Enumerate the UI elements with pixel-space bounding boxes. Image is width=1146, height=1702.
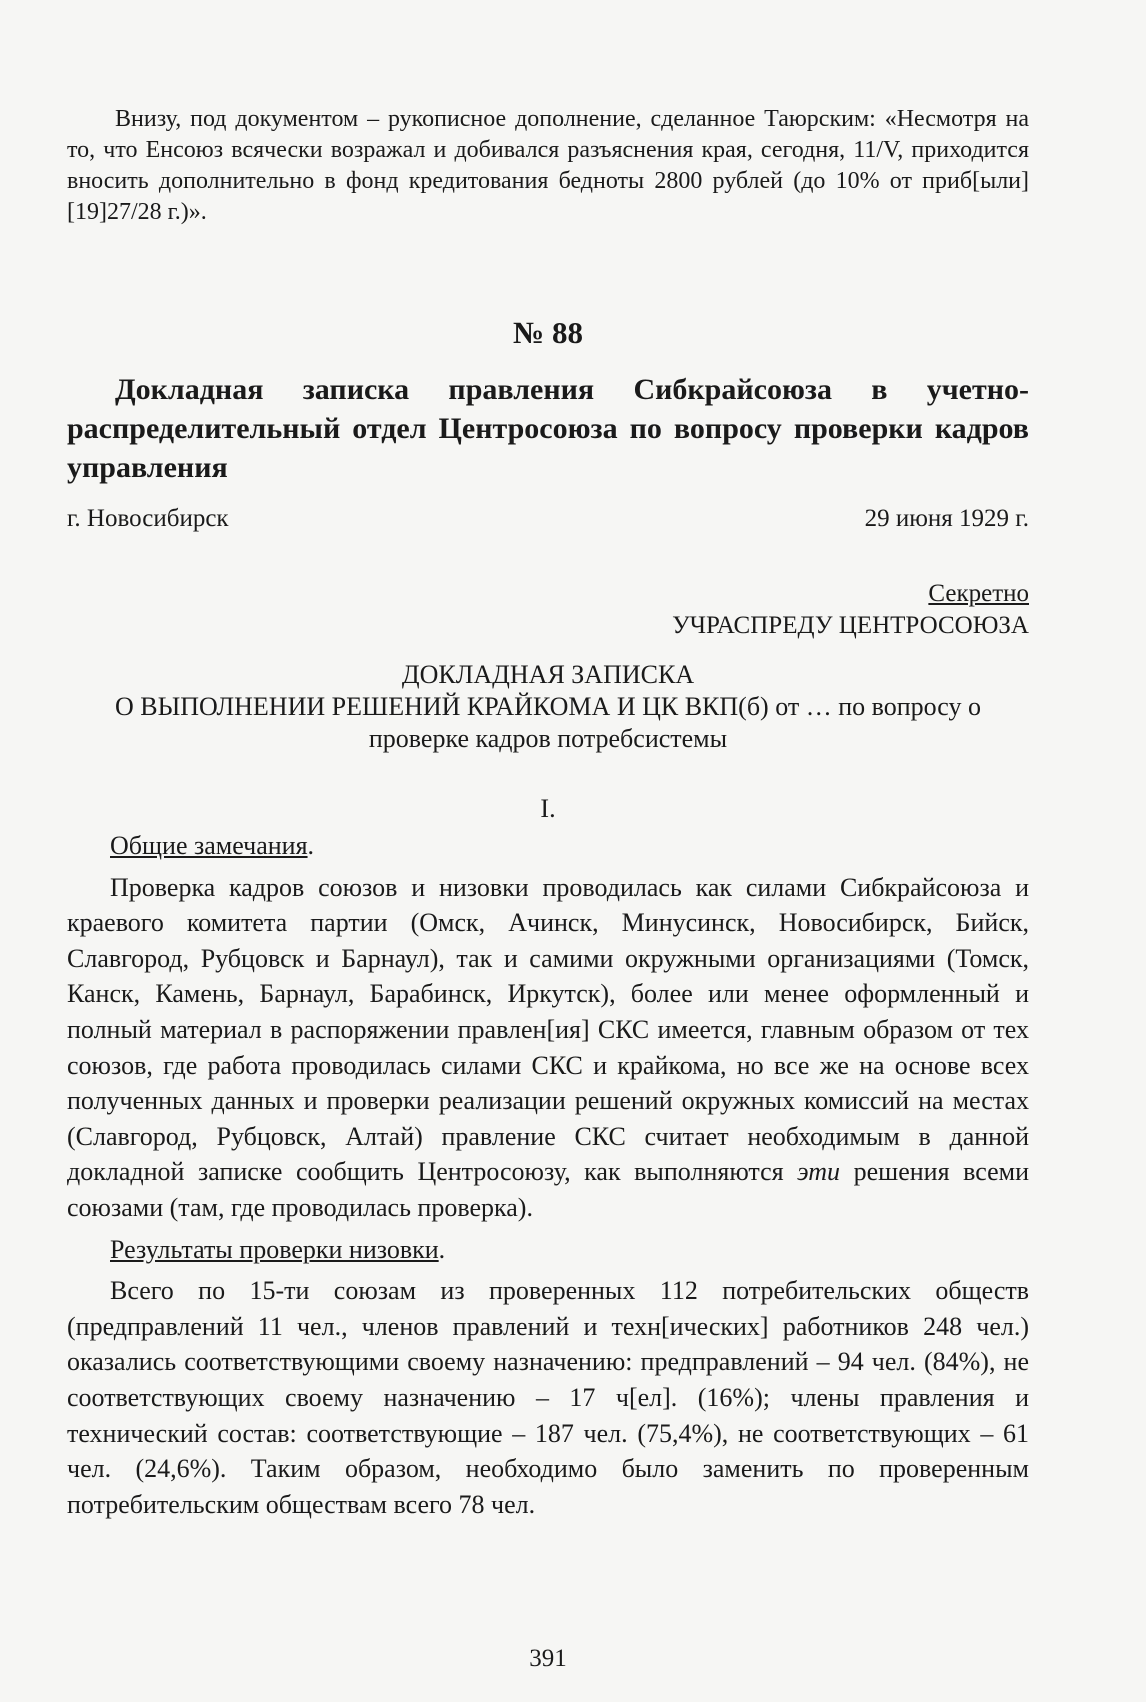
section-number: I. — [540, 794, 556, 823]
intro-paragraph: Внизу, под документом – рукописное дополнение, сделанное Таюрским: «Несмотря на то, что Енсоюз всячески возражал и добивался разъяснения края, сегодня, 11/V, приходится вносить дополнительно в фонд кредитования бедноты 2800 рублей (до 10% от приб[ыли] [19]27/28 г.)». — [67, 106, 1029, 225]
document-number: № 88 — [513, 315, 583, 350]
report-heading-subject: О ВЫПОЛНЕНИИ РЕШЕНИЙ КРАЙКОМА И ЦК ВКП(б) от … по вопросу о проверке кадров потребсистемы — [114, 692, 982, 753]
general-remarks-heading-text: Общие замечания — [110, 831, 308, 860]
classification-line — [67, 578, 1029, 610]
general-remarks-text-1: Проверка кадров союзов и низовки проводилась как силами Сибкрайсоюза и краевого комитета партии (Омск, Ачинск, Минусинск, Новосибирск, Бийск, Славгород, Рубцовск и Барнаул), так и самими окружными организациями (Томск, Канск, Камень, Барнаул, Барабинск, Иркутск), более или менее оформленный и полный материал в распоряжении правлен[ия] СКС имеется, главным образом от тех союзов, где работа проводилась силами СКС и крайкома, но все же на основе всех полученных данных и проверки реализации решений окружных комиссий на местах (Славгород, Рубцовск, Алтай) правление СКС считает необходимым в данной докладной записке сообщить Центросоюзу, как выполняются — [67, 872, 1029, 1187]
general-remarks-heading-suffix: . — [307, 831, 315, 860]
page-number: 391 — [529, 1645, 567, 1672]
addressee: УЧРАСПРЕДУ ЦЕНТРОСОЮЗА — [672, 612, 1029, 639]
general-remarks-heading — [67, 828, 1029, 864]
general-remarks-italic: эти — [797, 1157, 841, 1187]
general-remarks-paragraph — [67, 870, 1029, 1226]
classification-stamp: Секретно — [928, 580, 1029, 607]
results-heading — [67, 1232, 1029, 1268]
place-date-line — [67, 503, 1029, 535]
results-heading-suffix: . — [438, 1234, 446, 1264]
document-title: Докладная записка правления Сибкрайсоюза в учетно-распределительный отдел Центросоюза по вопросу проверки кадров управления — [67, 373, 1029, 484]
document-place: г. Новосибирск — [67, 505, 229, 532]
report-heading-title: ДОКЛАДНАЯ ЗАПИСКА — [401, 660, 695, 689]
report-heading — [67, 659, 1029, 755]
results-heading-text: Результаты проверки низовки — [110, 1234, 439, 1264]
results-paragraph: Всего по 15-ти союзам из проверенных 112 потребительских обществ (предправлений 11 чел., членов правлений и техн[ических] работников 248 чел.) оказались соответствующими своему назначению: предправлений – 94 чел. (84%), не соответствующих своему назначению – 17 ч[ел]. (16%); члены правления и технический состав: соответствующие – 187 чел. (75,4%), не соответствующих – 61 чел. (24,6%). Таким образом, необходимо было заменить по проверенным потребительским обществам всего 78 чел. — [67, 1276, 1029, 1519]
general-remarks-text-2: решения всеми союзами (там, где проводилась проверка). — [67, 1157, 1029, 1222]
document-date: 29 июня 1929 г. — [864, 505, 1029, 532]
report-body — [67, 828, 1029, 1522]
